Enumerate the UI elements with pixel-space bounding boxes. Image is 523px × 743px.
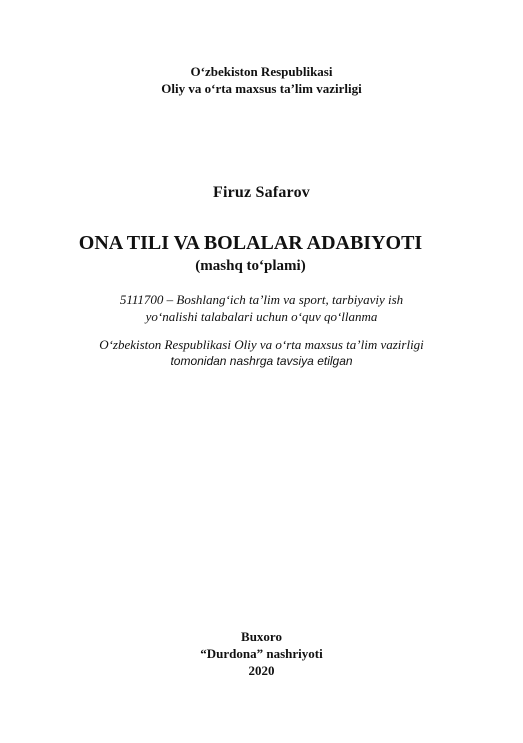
approval-line-1: O‘zbekiston Respublikasi Oliy va o‘rta maxsus ta’lim vazirligi [99,337,424,352]
ministry-name: Oliy va o‘rta maxsus ta’lim vazirligi [161,81,362,96]
author-name: Firuz Safarov [213,184,310,201]
approval-line-2: tomonidan nashrga tavsiya etilgan [170,354,353,368]
book-title: ONA TILI VA BOLALAR ADABIYOTI [78,232,423,254]
purpose-line-2: yo‘nalishi talabalari uchun o‘quv qo‘llanma [145,309,378,324]
book-subtitle: (mashq to‘plami) [195,258,306,274]
purpose-line-1: 5111700 – Boshlang‘ich ta’lim va sport, tarbiyaviy ish [119,292,404,307]
publisher-name: “Durdona” nashriyoti [200,646,323,661]
publication-year: 2020 [248,663,275,678]
country-name: O‘zbekiston Respublikasi [190,64,333,79]
publication-city: Buxoro [241,629,282,644]
